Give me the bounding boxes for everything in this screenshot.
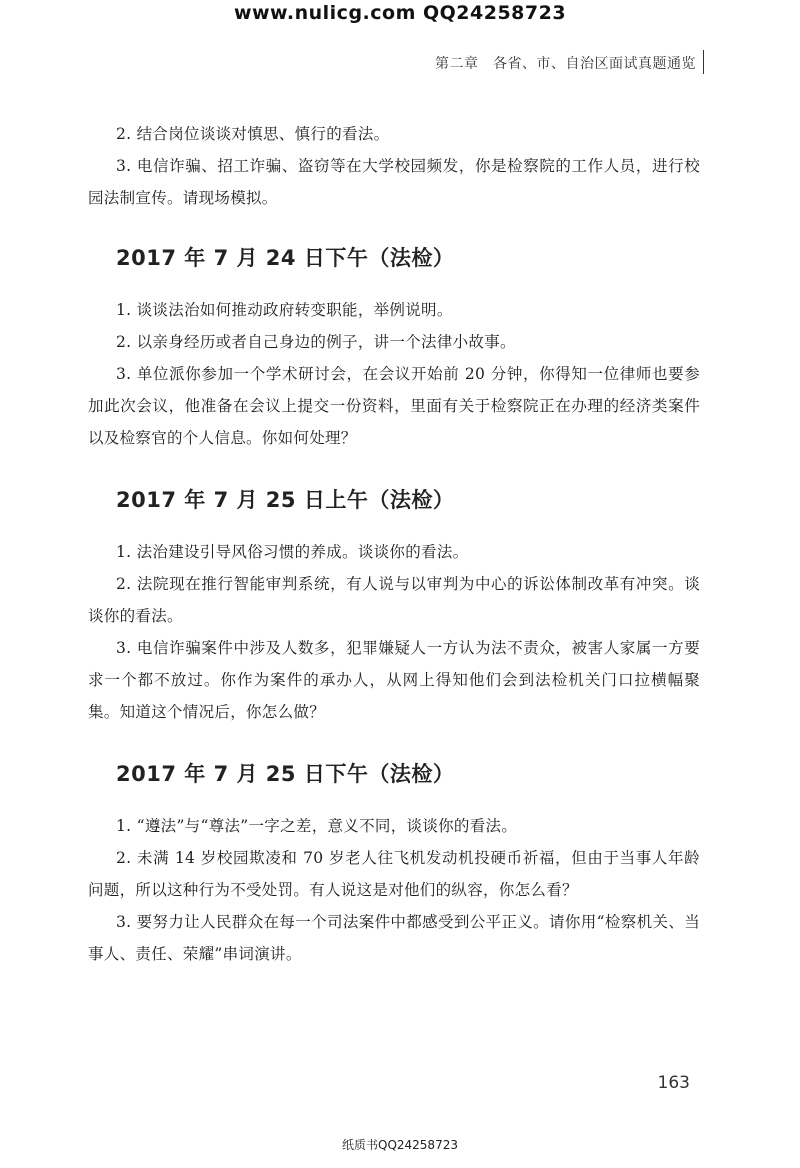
- section-title: 2017 年 7 月 25 日下午（法检）: [116, 762, 455, 786]
- section-title: 2017 年 7 月 25 日上午（法检）: [116, 488, 455, 512]
- question-item: 1. “遵法”与“尊法”一字之差，意义不同，谈谈你的看法。: [116, 817, 518, 835]
- question-item: 3. 电信诈骗、招工诈骗、盗窃等在大学校园频发，你是检察院的工作人员，进行校园法制宣传。请现场模拟。: [88, 157, 700, 207]
- question-item: 2. 以亲身经历或者自己身边的例子，讲一个法律小故事。: [116, 333, 516, 351]
- header-rule: [703, 50, 705, 74]
- page-body: [88, 118, 700, 970]
- question-item: 3. 要努力让人民群众在每一个司法案件中都感受到公平正义。请你用“检察机关、当事人、责任、荣耀”串词演讲。: [88, 913, 700, 963]
- watermark-top: www.nulicg.com QQ24258723: [233, 2, 567, 24]
- question-item: 1. 法治建设引导风俗习惯的养成。谈谈你的看法。: [116, 543, 469, 561]
- question-item: 2. 法院现在推行智能审判系统，有人说与以审判为中心的诉讼体制改革有冲突。谈谈你的看法。: [88, 575, 700, 625]
- watermark-bottom: 纸质书QQ24258723: [342, 1138, 458, 1152]
- question-item: 3. 电信诈骗案件中涉及人数多，犯罪嫌疑人一方认为法不责众，被害人家属一方要求一个都不放过。你作为案件的承办人，从网上得知他们会到法检机关门口拉横幅聚集。知道这个情况后，你怎么做？: [88, 639, 700, 721]
- question-item: 1. 谈谈法治如何推动政府转变职能，举例说明。: [116, 301, 453, 319]
- question-item: 2. 结合岗位谈谈对慎思、慎行的看法。: [116, 125, 390, 143]
- running-header: 第二章 各省、市、自治区面试真题通览: [435, 56, 696, 72]
- question-item: 3. 单位派你参加一个学术研讨会，在会议开始前 20 分钟，你得知一位律师也要参加此次会议，他准备在会议上提交一份资料，里面有关于检察院正在办理的经济类案件以及检察官的个人信息。你如何处理？: [88, 365, 700, 447]
- question-item: 2. 未满 14 岁校园欺凌和 70 岁老人往飞机发动机投硬币祈福，但由于当事人年龄问题，所以这种行为不受处罚。有人说这是对他们的纵容，你怎么看？: [88, 849, 700, 899]
- page-number: 163: [657, 1073, 690, 1093]
- section-title: 2017 年 7 月 24 日下午（法检）: [116, 246, 455, 270]
